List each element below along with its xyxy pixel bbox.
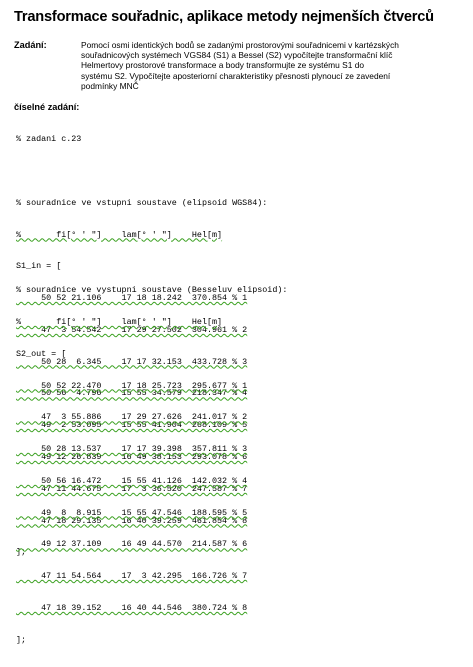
- code-line: 47 3 55.886 17 29 27.626 241.017 % 2: [16, 412, 248, 423]
- code-line: 47 11 44.675 17 3 36.520 247.587 % 7: [16, 483, 248, 494]
- code-line: S1_in = [: [16, 261, 62, 272]
- code-line: % souradnice ve vystupni soustave (Besseluv elipsoid):: [16, 285, 288, 296]
- code-line: 50 56 4.796 15 55 34.579 218.347 % 4: [16, 388, 248, 399]
- task-line: podmínky MNČ: [81, 80, 139, 91]
- numeric-label: číselné zadání:: [14, 102, 80, 112]
- task-line: souřadnicových systémech VGS84 (S1) a Bessel (S2) vypočítejte transformační klíč: [81, 50, 393, 61]
- code-line: 49 2 53.095 15 55 41.904 268.109 % 5: [16, 420, 248, 431]
- code-line: 50 56 16.472 15 55 41.126 142.032 % 4: [16, 475, 248, 486]
- task-description: [81, 40, 461, 91]
- code-line: ];: [16, 547, 27, 558]
- code-line: 50 28 13.537 17 17 39.398 357.811 % 3: [16, 444, 248, 455]
- code-line: [16, 166, 267, 177]
- code-line: % fi[° ′ ″] lam[° ′ ″] Hel[m]: [16, 316, 223, 327]
- code-line: 50 52 22.470 17 18 25.723 295.677 % 1: [16, 380, 248, 391]
- code-line: 47 11 54.564 17 3 42.295 166.726 % 7: [16, 571, 248, 582]
- code-line: 50 52 21.106 17 18 18.242 370.854 % 1: [16, 293, 248, 304]
- code-line: 50 28 6.345 17 17 32.153 433.728 % 3: [16, 356, 248, 367]
- task-label: Zadání:: [14, 40, 47, 50]
- code-line: 49 12 26.839 16 49 38.153 293.078 % 6: [16, 452, 248, 462]
- task-line: systému S2. Vypočítejte aposteriorní charakteristiky přesnosti plynoucí ze zavedení: [81, 70, 391, 81]
- code-line: S2_out = [: [16, 348, 67, 359]
- code-line: ];: [16, 634, 27, 645]
- code-line: % fi[° ′ ″] lam[° ′ ″] Hel[m]: [16, 229, 223, 240]
- task-line: Pomocí osmi identických bodů se zadanými prostorovými souřadnicemi v kartézských: [81, 40, 399, 50]
- document-title: Transformace souřadnic, aplikace metody nejmenších čtverců: [14, 9, 434, 25]
- code-line: % souradnice ve vstupni soustave (elipsoid WGS84):: [16, 197, 268, 208]
- code-line: 49 12 37.109 16 49 44.570 214.587 % 6: [16, 539, 248, 550]
- code-line: 47 18 39.152 16 40 44.546 380.724 % 8: [16, 603, 248, 613]
- code-block-output: [16, 264, 287, 667]
- code-line: % zadani c.23: [16, 134, 82, 145]
- code-line: 47 3 54.542 17 29 27.502 304.961 % 2: [16, 324, 248, 335]
- code-line: 47 18 29.135 16 40 39.259 461.854 % 8: [16, 515, 248, 526]
- task-line: Helmertovy prostorové transformace a body transformujte ze systému S1 do: [81, 60, 365, 71]
- code-line: 49 8 8.915 15 55 47.546 188.595 % 5: [16, 507, 248, 518]
